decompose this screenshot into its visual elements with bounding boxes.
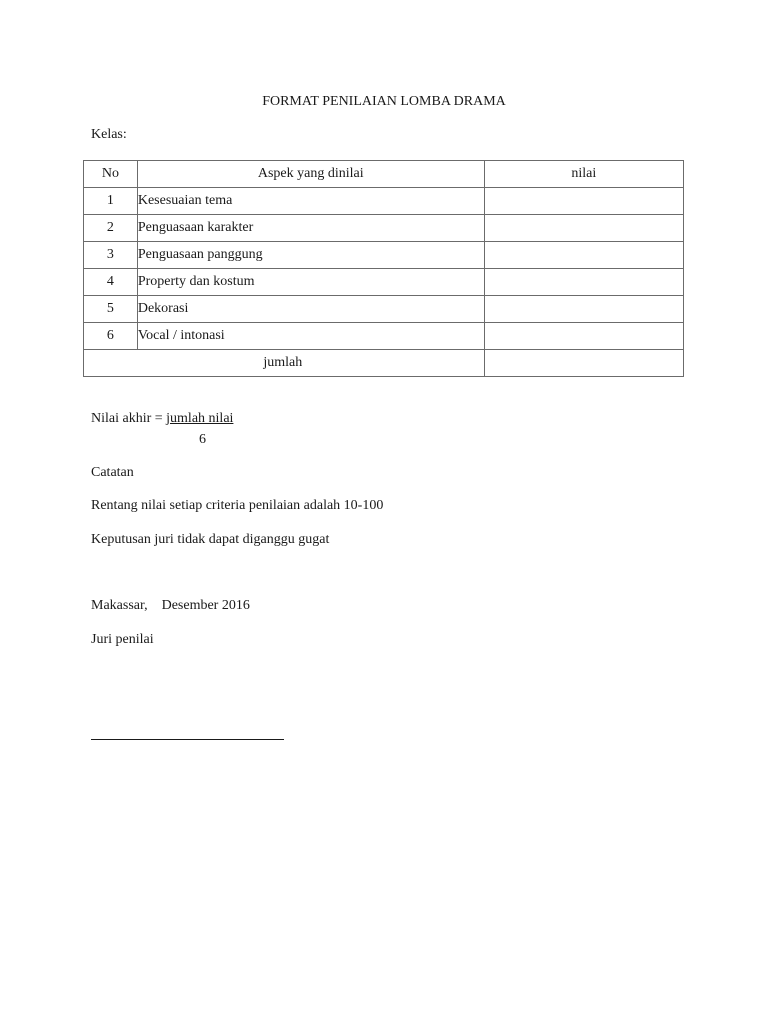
- date-text: Desember 2016: [161, 598, 250, 613]
- class-label: Kelas:: [91, 127, 127, 142]
- note-item: Keputusan juri tidak dapat diganggu gugat: [91, 532, 330, 547]
- total-score-cell[interactable]: [484, 350, 683, 377]
- row-aspect: Dekorasi: [137, 296, 484, 323]
- row-number: 4: [84, 269, 138, 296]
- row-aspect: Penguasaan panggung: [137, 242, 484, 269]
- formula-numerator: jumlah nilai: [166, 411, 234, 426]
- page-title: FORMAT PENILAIAN LOMBA DRAMA: [262, 94, 506, 109]
- row-aspect: Kesesuaian tema: [137, 188, 484, 215]
- table-row: [84, 296, 684, 323]
- jury-label: Juri penilai: [91, 632, 154, 647]
- total-label: jumlah: [263, 355, 303, 370]
- row-aspect: Property dan kostum: [137, 269, 484, 296]
- total-label-cell: [84, 350, 485, 377]
- place-text: Makassar,: [91, 598, 148, 613]
- score-table: [83, 160, 684, 377]
- row-number: 2: [84, 215, 138, 242]
- row-score-cell[interactable]: [484, 269, 683, 296]
- row-aspect: Vocal / intonasi: [137, 323, 484, 350]
- row-number: 6: [84, 323, 138, 350]
- notes-heading: Catatan: [91, 465, 134, 480]
- table-row: [84, 323, 684, 350]
- table-row: [84, 242, 684, 269]
- row-number: 3: [84, 242, 138, 269]
- header-no: No: [84, 161, 138, 188]
- total-row: [84, 350, 684, 377]
- header-score: nilai: [484, 161, 683, 188]
- row-aspect: Penguasaan karakter: [137, 215, 484, 242]
- row-score-cell[interactable]: [484, 242, 683, 269]
- row-number: 1: [84, 188, 138, 215]
- row-score-cell[interactable]: [484, 215, 683, 242]
- formula-denominator: 6: [199, 432, 206, 447]
- place-date-line: [91, 598, 250, 614]
- signature-line[interactable]: [91, 739, 284, 740]
- table-row: [84, 215, 684, 242]
- note-item: Rentang nilai setiap criteria penilaian adalah 10-100: [91, 498, 384, 513]
- row-score-cell[interactable]: [484, 188, 683, 215]
- row-score-cell[interactable]: [484, 323, 683, 350]
- final-score-formula: [91, 411, 233, 427]
- header-aspect: Aspek yang dinilai: [137, 161, 484, 188]
- table-header-row: [84, 161, 684, 188]
- row-number: 5: [84, 296, 138, 323]
- formula-lhs: Nilai akhir =: [91, 411, 163, 426]
- table-row: [84, 188, 684, 215]
- row-score-cell[interactable]: [484, 296, 683, 323]
- table-row: [84, 269, 684, 296]
